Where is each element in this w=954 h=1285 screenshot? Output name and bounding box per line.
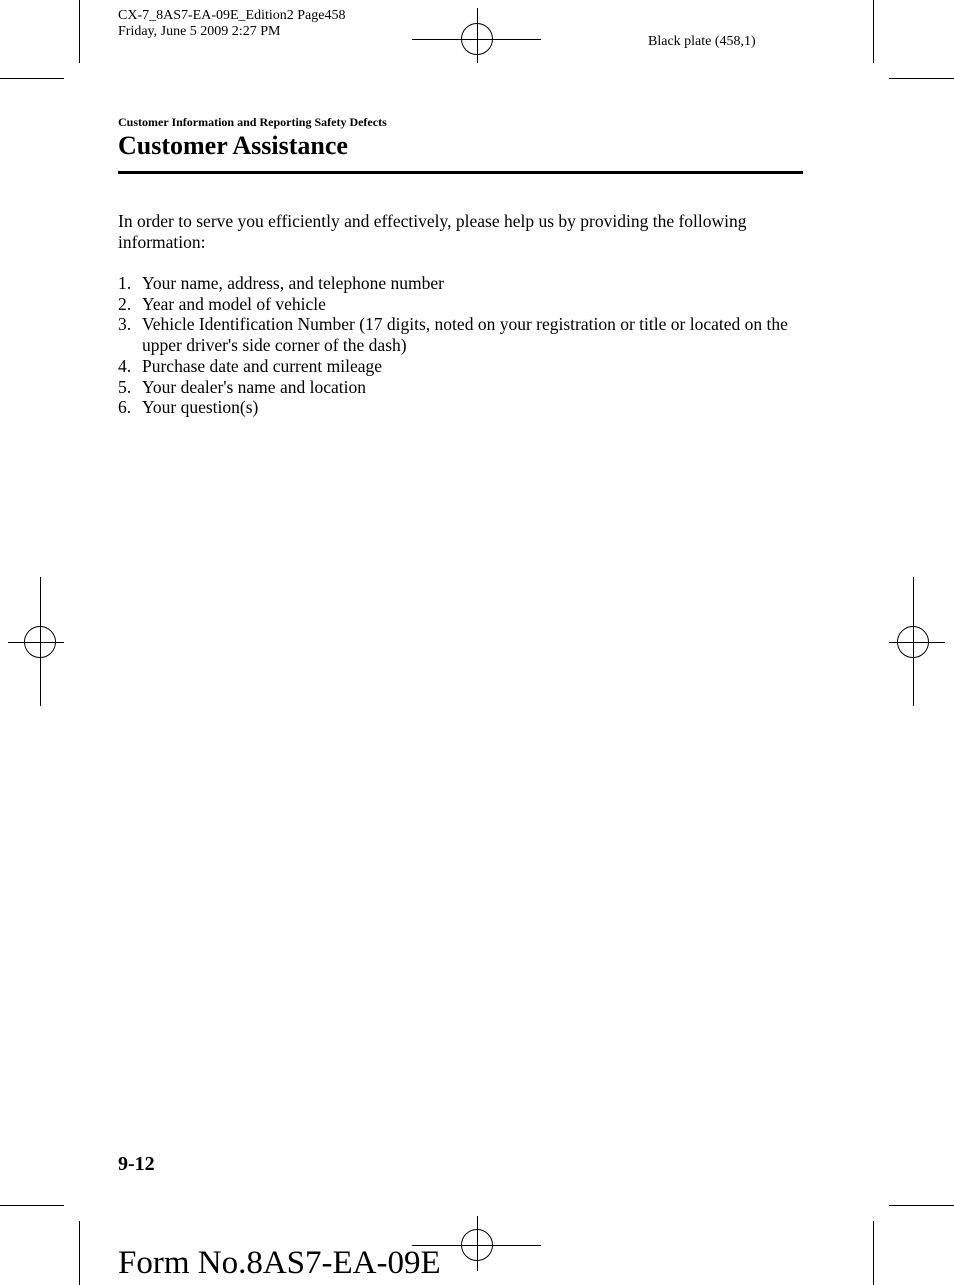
list-item-text: Your dealer's name and location [142,376,366,397]
section-tag: Customer Information and Reporting Safety Defects [118,115,387,129]
page-title: Customer Assistance [118,131,348,160]
list-item-text: Year and model of vehicle [142,293,326,314]
list-item [118,294,808,315]
intro-paragraph: In order to serve you efficiently and effectively, please help us by providing the following information: [118,211,747,252]
info-list [118,273,808,418]
list-item-number: 5. [118,376,132,397]
print-header [118,8,345,40]
list-item-text: Vehicle Identification Number (17 digits, noted on your registration or title or located on the upper driver's side corner of the dash) [142,314,788,356]
list-item [118,273,808,294]
list-item [118,314,808,355]
list-item [118,356,808,377]
list-item-number: 6. [118,397,132,418]
page-number: 9-12 [118,1153,155,1175]
list-item [118,377,808,398]
list-item-number: 1. [118,273,132,293]
list-item-text: Your name, address, and telephone number [142,273,444,293]
list-item-text: Purchase date and current mileage [142,355,383,376]
list-item-number: 4. [118,355,132,376]
list-item-text: Your question(s) [142,397,259,418]
title-rule [118,171,803,174]
print-header-line1: CX-7_8AS7-EA-09E_Edition2 Page458 [118,8,346,23]
list-item-number: 2. [118,293,132,314]
list-item [118,397,808,418]
form-number: Form No.8AS7-EA-09E [118,1245,441,1281]
print-header-line2: Friday, June 5 2009 2:27 PM [118,24,281,39]
list-item-number: 3. [118,314,132,335]
plate-label: Black plate (458,1) [648,34,756,49]
